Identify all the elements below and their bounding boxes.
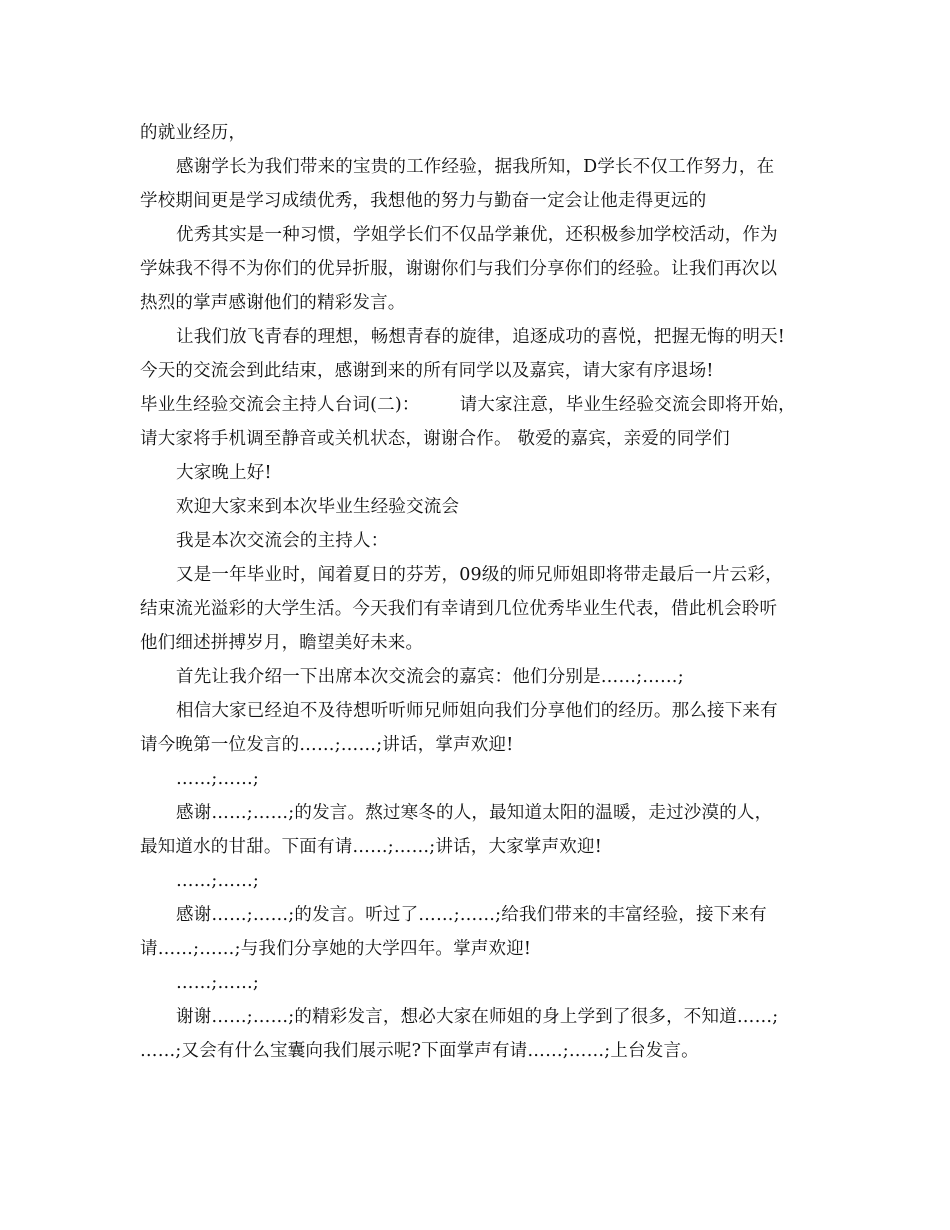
text-line: 的就业经历， [140,123,247,143]
text-line: 热烈的掌声感谢他们的精彩发言。 [140,293,406,313]
text-line: 感谢……;……;的发言。熬过寒冬的人，最知道太阳的温暖，走过沙漠的人， [176,803,773,823]
text-line: 相信大家已经迫不及待想听听师兄师姐向我们分享他们的经历。那么接下来有 [176,701,778,721]
text-line: 今天的交流会到此结束，感谢到来的所有同学以及嘉宾，请大家有序退场! [140,361,714,381]
text-line: ……;又会有什么宝囊向我们展示呢?下面掌声有请……;……;上台发言。 [140,1041,699,1061]
text-line: 又是一年毕业时，闻着夏日的芬芳，09级的师兄师姐即将带走最后一片云彩， [176,565,783,585]
text-line: 感谢学长为我们带来的宝贵的工作经验，据我所知，D学长不仅工作努力，在 [176,157,775,177]
text-line: 请……;……;与我们分享她的大学四年。掌声欢迎! [140,939,532,959]
text-line: 结束流光溢彩的大学生活。今天我们有幸请到几位优秀毕业生代表，借此机会聆听 [140,599,778,619]
text-line: ……;……; [176,871,259,891]
section-heading-line [140,388,820,422]
text-line: 谢谢……;……;的精彩发言，想必大家在师姐的身上学到了很多，不知道……; [176,1007,779,1027]
text-line: 请大家将手机调至静音或关机状态，谢谢合作。 敬爱的嘉宾，亲爱的同学们 [140,429,730,449]
text-line: 我是本次交流会的主持人： [176,531,389,551]
document-body [140,116,820,1068]
text-line: ……;……; [176,769,259,789]
text-line: 最知道水的甘甜。下面有请……;……;讲话，大家掌声欢迎! [140,837,602,857]
text-line: 学校期间更是学习成绩优秀，我想他的努力与勤奋一定会让他走得更远的 [140,191,707,211]
text-line: 大家晚上好! [176,463,272,483]
text-span: 请大家注意，毕业生经验交流会即将开始， [459,395,796,415]
text-line: 让我们放飞青春的理想，畅想青春的旋律，追逐成功的喜悦，把握无悔的明天! [176,327,786,347]
text-line: ……;……; [176,973,259,993]
section-heading: 毕业生经验交流会主持人台词(二)： [140,395,420,415]
text-line: 优秀其实是一种习惯，学姐学长们不仅品学兼优，还积极参加学校活动，作为 [176,225,778,245]
text-line: 他们细述拼搏岁月，瞻望美好未来。 [140,633,424,653]
text-line: 首先让我介绍一下出席本次交流会的嘉宾：他们分别是……;……; [176,667,684,687]
text-line: 感谢……;……;的发言。听过了……;……;给我们带来的丰富经验，接下来有 [176,905,767,925]
text-line: 请今晚第一位发言的……;……;讲话，掌声欢迎! [140,735,514,755]
text-line: 学妹我不得不为你们的优异折服，谢谢你们与我们分享你们的经验。让我们再次以 [140,259,778,279]
text-line: 欢迎大家来到本次毕业生经验交流会 [176,497,460,517]
